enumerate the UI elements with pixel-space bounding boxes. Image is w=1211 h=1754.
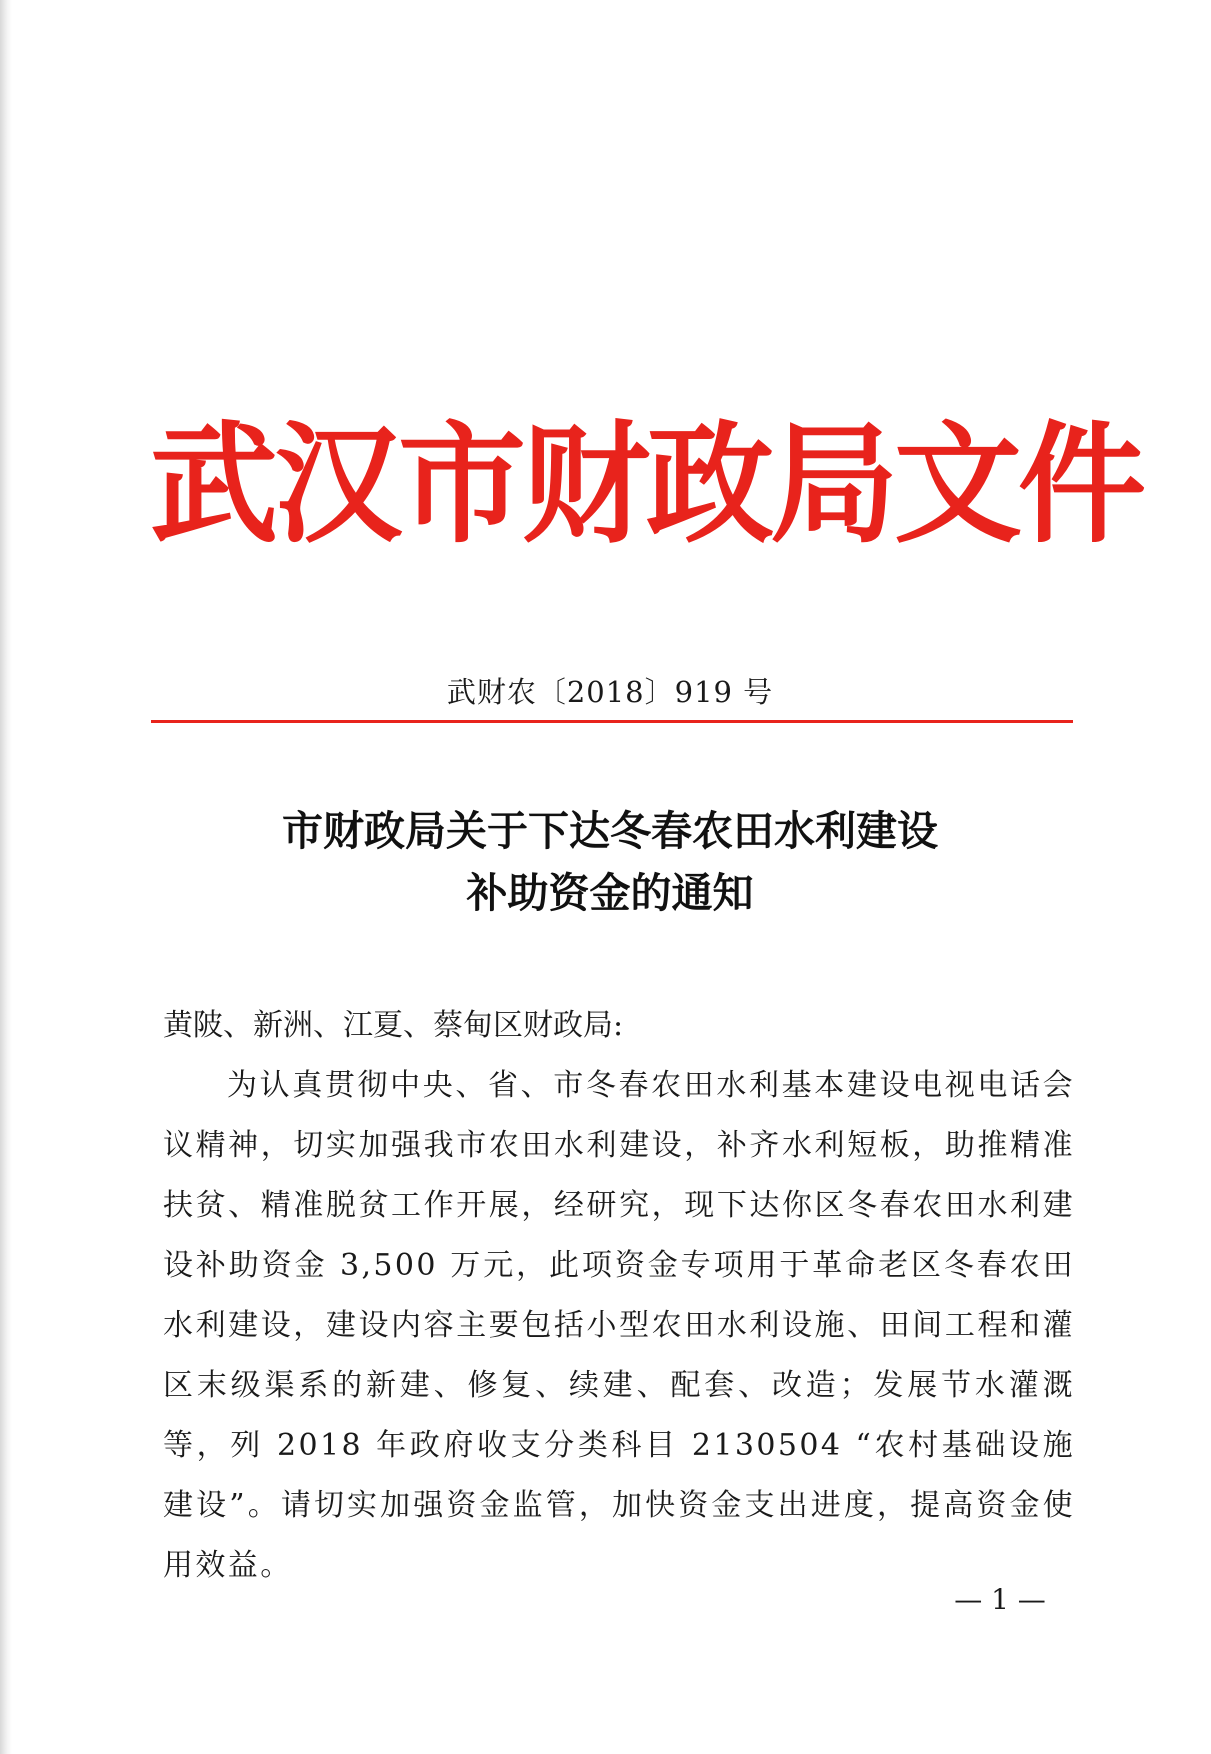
notice-title — [150, 800, 1070, 924]
red-divider-line — [151, 720, 1073, 723]
scan-edge-shadow — [0, 0, 12, 1754]
document-number: 武财农〔2018〕919 号 — [446, 675, 774, 709]
notice-title-line-1: 市财政局关于下达冬春农田水利建设 — [282, 807, 938, 855]
page-number: — 1 — — [954, 1583, 1046, 1616]
notice-title-line-2: 补助资金的通知 — [466, 869, 754, 917]
document-body — [163, 996, 1075, 1596]
body-paragraph: 为认真贯彻中央、省、市冬春农田水利基本建设电视电话会议精神，切实加强我市农田水利建设，补齐水利短板，助推精准扶贫、精准脱贫工作开展，经研究，现下达你区冬春农田水利建设补助资金 3,500 万元，此项资金专项用于革命老区冬春农田水利建设，建设内容主要包括小型农田水利设施、田间工程和灌区末级渠系的新建、修复、续建、配套、改造；发展节水灌溉等，列 2018 年政府收支分类科目 2130504 “农村基础设施建设”。请切实加强资金监管，加快资金支出进度，提高资金使用效益。 — [163, 1068, 1075, 1583]
masthead-title: 武汉市财政局文件 — [150, 408, 1143, 562]
addressee: 黄陂、新洲、江夏、蔡甸区财政局: — [163, 1008, 624, 1043]
